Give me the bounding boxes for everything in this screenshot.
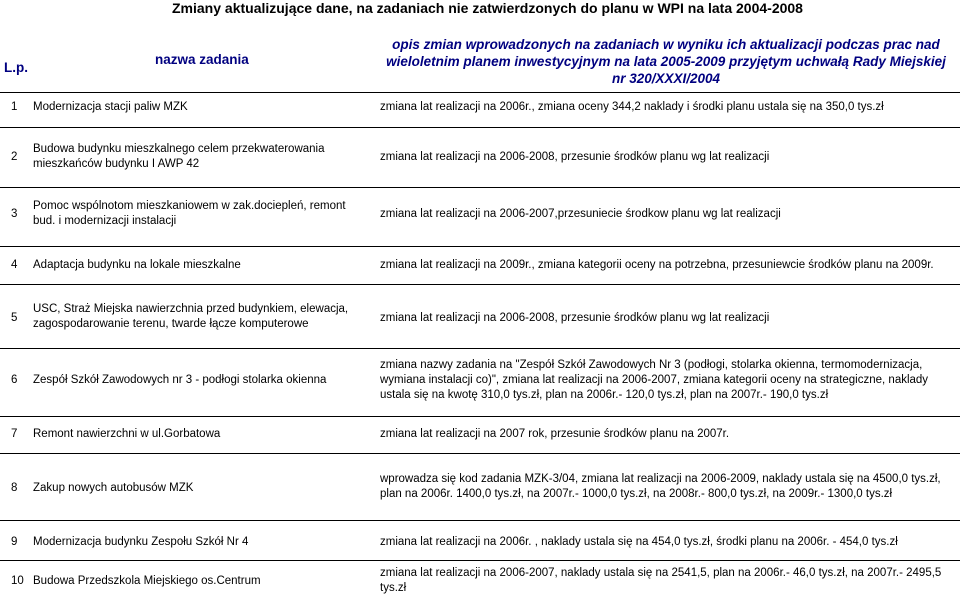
task-name: USC, Straż Miejska nawierzchnia przed budynkiem, elewacja, zagospodarowanie terenu, twarde łącze komputerowe: [33, 303, 349, 330]
header-task-name: nazwa zadania: [155, 52, 249, 67]
header-description: [376, 36, 956, 87]
divider: [0, 416, 960, 417]
change-description: zmiana lat realizacji na 2006-2007,przesuniecie środkow planu wg lat realizacji: [380, 208, 781, 220]
row-number: 2: [11, 151, 18, 163]
table-row: [0, 198, 960, 232]
change-description: zmiana lat realizacji na 2006-2007, naklady ustala się na 2541,5, plan na 2006r.- 46,0 tys.zł, na 2007r.- 2495,5 tys.zł: [380, 567, 942, 594]
header-lp: L.p.: [4, 60, 28, 75]
row-number: 8: [11, 482, 18, 494]
divider: [0, 453, 960, 454]
change-description: zmiana lat realizacji na 2006-2008, przesunie środków planu wg lat realizacji: [380, 151, 770, 163]
divider: [0, 127, 960, 128]
row-number: 9: [11, 536, 18, 548]
table-row: [0, 100, 960, 116]
header-description-line: wieloletnim planem inwestycyjnym na lata 2005-2009 przyjętym uchwałą Rady Miejskiej: [386, 54, 946, 69]
divider: [0, 560, 960, 561]
task-name: Zespół Szkół Zawodowych nr 3 - podłogi stolarka okienna: [33, 374, 327, 386]
row-number: 3: [11, 208, 18, 220]
table-row: [0, 566, 960, 598]
row-number: 10: [11, 575, 24, 587]
row-number: 7: [11, 428, 18, 440]
table-row: [0, 258, 960, 274]
change-description: zmiana lat realizacji na 2009r., zmiana kategorii oceny na potrzebna, przesuniewcie środków planu na 2009r.: [380, 259, 934, 271]
row-number: 4: [11, 259, 18, 271]
task-name: Modernizacja budynku Zespołu Szkół Nr 4: [33, 536, 249, 548]
table-row: [0, 535, 960, 551]
divider: [0, 284, 960, 285]
change-description: zmiana lat realizacji na 2006-2008, przesunie środków planu wg lat realizacji: [380, 312, 770, 324]
table-row: [0, 358, 960, 406]
divider: [0, 520, 960, 521]
row-number: 1: [11, 101, 18, 113]
table-row: [0, 140, 960, 174]
task-name: Remont nawierzchni w ul.Gorbatowa: [33, 428, 221, 440]
row-number: 5: [11, 312, 18, 324]
divider: [0, 246, 960, 247]
table-row: [0, 302, 960, 336]
change-description: wprowadza się kod zadania MZK-3/04, zmiana lat realizacji na 2006-2009, naklady ustala się na 4500,0 tys.zł, plan na 2006r. 1400,0 tys.zł, na 2007r.- 1000,0 tys.zł, na 2008r.- 800,0 tys.zł, na 2009r.- 1300,0 tys.zł: [380, 473, 941, 500]
page-title: Zmiany aktualizujące dane, na zadaniach nie zatwierdzonych do planu w WPI na lata 2004-2008: [172, 0, 803, 16]
divider: [0, 187, 960, 188]
task-name: Pomoc wspólnotom mieszkaniowem w zak.dociepleń, remont bud. i modernizacji instalacji: [33, 200, 346, 227]
change-description: zmiana lat realizacji na 2007 rok, przesunie środków planu na 2007r.: [380, 428, 730, 440]
task-name: Zakup nowych autobusów MZK: [33, 482, 194, 494]
task-name: Modernizacja stacji paliw MZK: [33, 101, 188, 113]
row-number: 6: [11, 374, 18, 386]
change-description: zmiana lat realizacji na 2006r., zmiana oceny 344,2 naklady i środki planu ustala się na 350,0 tys.zł: [380, 101, 884, 113]
change-description: zmiana nazwy zadania na "Zespół Szkół Zawodowych Nr 3 (podłogi, stolarka okienna, termomodernizacja, wymiana instalacji co)", zmiana lat realizacji na 2006-2007, zmiana kategorii oceny na strategiczne, naklady ustala się na kwotę 310,0 tys.zł, plan na 2006r.- 120,0 tys.zł, plan na 2007r.- 190,0 tys.zł: [380, 359, 929, 401]
task-name: Budowa budynku mieszkalnego celem przekwaterowania mieszkańców budynku I AWP 42: [33, 143, 325, 170]
change-description: zmiana lat realizacji na 2006r. , naklady ustala się na 454,0 tys.zł, środki planu na 2006r. - 454,0 tys.zł: [380, 536, 898, 548]
header-description-line: nr 320/XXXI/2004: [611, 71, 721, 86]
divider: [0, 92, 960, 93]
task-name: Budowa Przedszkola Miejskiego os.Centrum: [33, 575, 261, 587]
divider: [0, 348, 960, 349]
table-row: [0, 472, 960, 504]
header-description-line: opis zmian wprowadzonych na zadaniach w wyniku ich aktualizacji podczas prac nad: [392, 37, 940, 52]
table-row: [0, 427, 960, 443]
task-name: Adaptacja budynku na lokale mieszkalne: [33, 259, 241, 271]
